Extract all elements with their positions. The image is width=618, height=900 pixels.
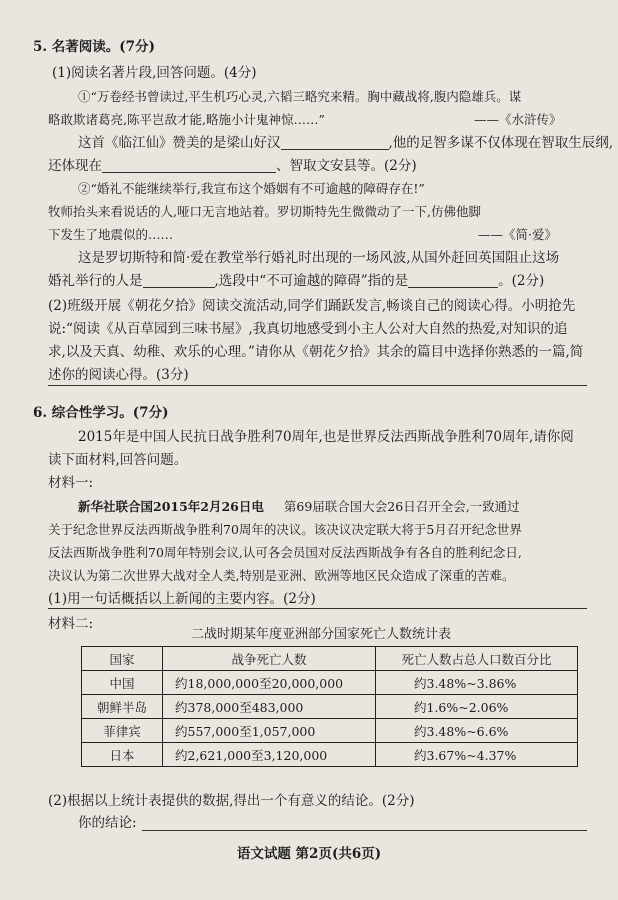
excerpt2-line1: ②“婚礼不能继续举行,我宣布这个婚姻有不可逾越的障碍存在!” — [78, 181, 425, 196]
q6-title: 6. 综合性学习。(7分) — [33, 405, 169, 421]
table-row — [82, 671, 578, 695]
excerpt1-line1: ①“万卷经书曾读过,平生机巧心灵,六韬三略究来精。胸中藏战将,腹内隐雄兵。谋 — [78, 89, 522, 104]
header-percentage: 死亡人数占总人口数百分比 — [376, 647, 578, 671]
cell-percentage: 约3.48%~3.86% — [376, 671, 578, 695]
material1-label: 材料一: — [48, 475, 94, 491]
q5-title: 5. 名著阅读。(7分) — [33, 39, 155, 55]
q6-intro-line1: 2015年是中国人民抗日战争胜利70周年,也是世界反法西斯战争胜利70周年,请你阅 — [78, 429, 574, 445]
table-row — [82, 695, 578, 719]
table-row — [82, 719, 578, 743]
answer-blank-hero-name[interactable] — [281, 135, 389, 150]
cell-percentage: 约1.6%~2.06% — [376, 695, 578, 719]
cell-country: 日本 — [82, 743, 163, 767]
conclusion-label: 你的结论: — [78, 815, 137, 831]
excerpt2-question-line1: 这是罗切斯特和简·爱在教堂举行婚礼时出现的一场风波,从国外赶回英国阻止这场 — [78, 250, 560, 266]
excerpt2-line3: 下发生了地震似的…… — [48, 227, 174, 242]
material1-line2: 关于纪念世界反法西斯战争胜利70周年的决议。该决议决定联大将于5月召开纪念世界 — [48, 522, 522, 537]
excerpt2-question-line2 — [48, 272, 544, 290]
material1-line3: 反法西斯战争胜利70周年特别会议,认可各会员国对反法西斯战争有各自的胜利纪念日, — [48, 545, 522, 560]
answer-line-conclusion[interactable] — [142, 830, 587, 831]
table-header-row — [82, 647, 578, 671]
cell-country: 菲律宾 — [82, 719, 163, 743]
excerpt1-question-line1 — [78, 134, 613, 152]
excerpt1-line2: 略敢欺诸葛亮,陈平岂敌才能,略施小计鬼神惊……” — [48, 112, 325, 127]
excerpt1-source: ——《水浒传》 — [474, 112, 562, 127]
q6-part1-question: (1)用一句话概括以上新闻的主要内容。(2分) — [48, 591, 316, 607]
excerpt2-question-text-a: 婚礼举行的人是 — [48, 273, 143, 289]
material1-line1-text: 第69届联合国大会26日召开全会,一致通过 — [283, 499, 520, 514]
cell-deaths: 约557,000至1,057,000 — [163, 719, 376, 743]
answer-blank-event[interactable] — [102, 158, 276, 173]
q5-part2-line4: 述你的阅读心得。(3分) — [48, 367, 189, 383]
cell-deaths: 约2,621,000至3,120,000 — [163, 743, 376, 767]
q6-part2-question: (2)根据以上统计表提供的数据,得出一个有意义的结论。(2分) — [48, 793, 415, 809]
excerpt1-question-text-d: 、智取文安县等。(2分) — [276, 158, 417, 174]
q5-part2-line1: (2)班级开展《朝花夕拾》阅读交流活动,同学们踊跃发言,畅谈自己的阅读心得。小明抢先 — [48, 298, 576, 314]
answer-line-q5-part2[interactable] — [48, 385, 587, 386]
q5-part2-line2: 说:“阅读《从百草园到三味书屋》,我真切地感受到小主人公对大自然的热爱,对知识的追 — [48, 321, 568, 337]
answer-blank-obstacle[interactable] — [408, 273, 498, 288]
cell-deaths: 约378,000至483,000 — [163, 695, 376, 719]
material1-line4: 决议认为第二次世界大战对全人类,特别是亚洲、欧洲等地区民众造成了深重的苦难。 — [48, 568, 515, 583]
q6-intro-line2: 读下面材料,回答问题。 — [48, 452, 188, 468]
excerpt2-question-text-b: ,选段中“不可逾越的障碍”指的是 — [214, 273, 409, 289]
excerpt1-question-line2 — [48, 157, 417, 175]
excerpt1-question-text-c: 还体现在 — [48, 158, 102, 174]
excerpt1-question-text-a: 这首《临江仙》赞美的是梁山好汉 — [78, 135, 281, 151]
material1-dateline: 新华社联合国2015年2月26日电 — [78, 499, 264, 514]
page-footer: 语文试题 第2页(共6页) — [236, 846, 382, 862]
q5-part2-line3: 求,以及天真、幼稚、欢乐的心理。”请你从《朝花夕拾》其余的篇目中选择你熟悉的一篇,简 — [48, 344, 584, 360]
answer-blank-person[interactable] — [143, 273, 215, 288]
cell-country: 朝鲜半岛 — [82, 695, 163, 719]
excerpt2-source: ——《简·爱》 — [478, 227, 557, 242]
answer-line-q6-part1[interactable] — [48, 608, 587, 609]
cell-deaths: 约18,000,000至20,000,000 — [163, 671, 376, 695]
excerpt2-line2: 牧师抬头来看说话的人,哑口无言地站着。罗切斯特先生微微动了一下,仿佛他脚 — [48, 204, 481, 219]
cell-country: 中国 — [82, 671, 163, 695]
death-statistics-table — [81, 646, 578, 767]
material1-line1 — [78, 498, 520, 516]
header-war-deaths: 战争死亡人数 — [163, 647, 376, 671]
header-country: 国家 — [82, 647, 163, 671]
excerpt1-question-text-b: ,他的足智多谋不仅体现在智取生辰纲, — [388, 135, 614, 151]
cell-percentage: 约3.67%~4.37% — [376, 743, 578, 767]
table-title: 二战时期某年度亚洲部分国家死亡人数统计表 — [191, 627, 452, 642]
table-row — [82, 743, 578, 767]
excerpt2-question-text-c: 。(2分) — [498, 273, 545, 289]
cell-percentage: 约3.48%~6.6% — [376, 719, 578, 743]
material2-label: 材料二: — [48, 616, 94, 632]
q5-part1-intro: (1)阅读名著片段,回答问题。(4分) — [52, 65, 257, 81]
